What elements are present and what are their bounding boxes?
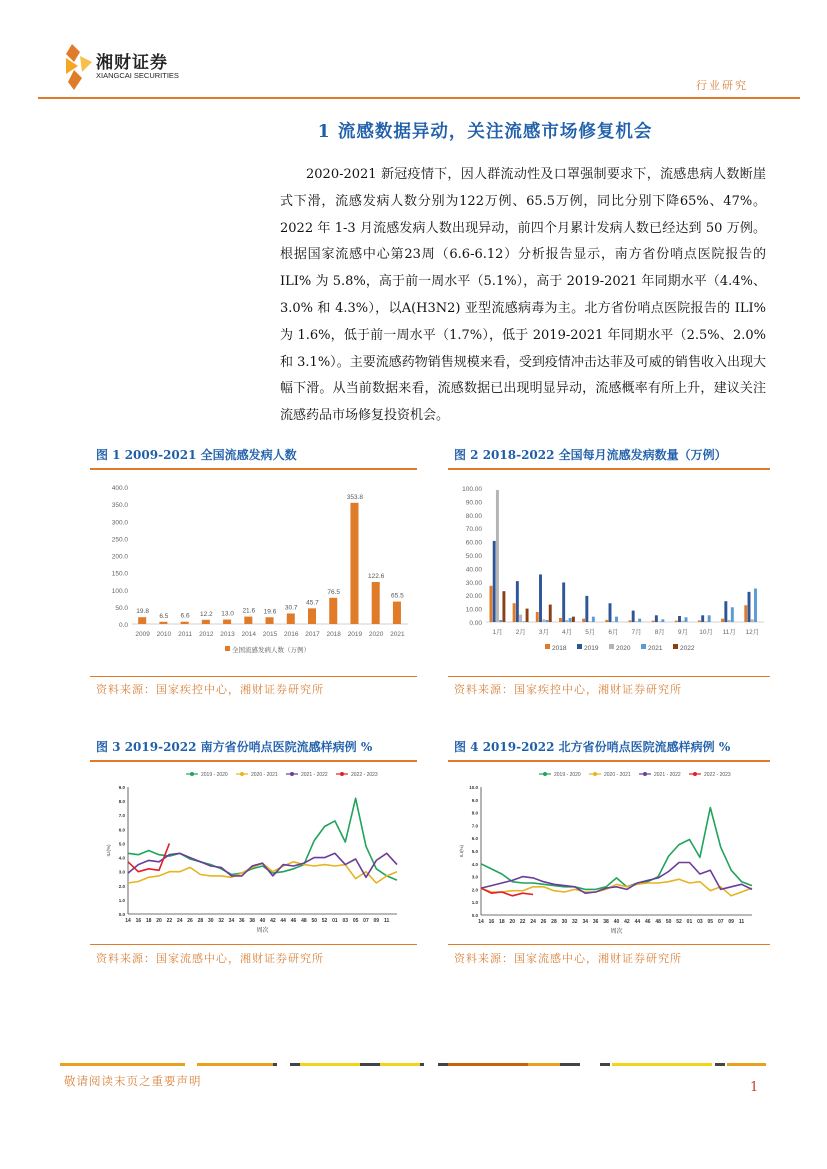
bar-2022 bbox=[502, 591, 505, 622]
bar-value-label: 65.5 bbox=[391, 592, 404, 600]
x-tick-label: 42 bbox=[624, 919, 630, 925]
bar-2021 bbox=[592, 617, 595, 622]
x-tick-label: 28 bbox=[551, 919, 557, 925]
bar-value-label: 12.2 bbox=[199, 610, 213, 618]
x-tick-label: 16 bbox=[488, 919, 495, 925]
y-tick-label: 400.0 bbox=[111, 485, 128, 492]
bar-2020 bbox=[681, 621, 684, 622]
x-tick-label: 2018 bbox=[326, 631, 341, 638]
x-tick-label: 26 bbox=[187, 918, 193, 924]
legend-label: 全国流感发病人数（万例） bbox=[232, 647, 310, 654]
bar-2020 bbox=[496, 490, 499, 622]
bar-2018 bbox=[744, 605, 747, 622]
legend-label: 2022 - 2023 bbox=[704, 772, 731, 778]
y-tick-label: 50.00 bbox=[465, 553, 482, 560]
bar-value-label: 13.0 bbox=[221, 610, 234, 618]
bar-2018 bbox=[628, 620, 631, 622]
figure-1-source: 资料来源：国家疾控中心，湘财证券研究所 bbox=[96, 683, 324, 696]
bar-value-label: 76.5 bbox=[327, 588, 341, 596]
y-tick-label: 10.00 bbox=[465, 606, 482, 614]
y-tick-label: 4.0 bbox=[118, 855, 125, 861]
legend-marker bbox=[643, 772, 647, 776]
y-tick-label: 1.0 bbox=[471, 900, 478, 906]
figure-3-source: 资料来源：国家流感中心，湘财证券研究所 bbox=[96, 952, 324, 965]
bar-2018 bbox=[582, 619, 585, 622]
legend-label: 2021 bbox=[648, 645, 663, 652]
y-tick-label: 350.0 bbox=[111, 502, 128, 510]
x-tick-label: 11 bbox=[738, 919, 745, 925]
bar-2019 bbox=[655, 615, 658, 622]
y-tick-label: 0.0 bbox=[118, 622, 128, 629]
x-tick-label: 36 bbox=[592, 919, 599, 925]
y-tick-label: 8.0 bbox=[471, 810, 478, 816]
x-tick-label: 2017 bbox=[305, 631, 320, 638]
x-tick-label: 2021 bbox=[390, 631, 405, 638]
bar-2021 bbox=[661, 619, 664, 622]
bar-2020 bbox=[565, 620, 568, 622]
x-tick-label: 10月 bbox=[699, 629, 713, 636]
y-tick-label: 20.00 bbox=[465, 593, 482, 601]
x-tick-label: 20 bbox=[509, 919, 516, 925]
line-series-2022-2023 bbox=[128, 843, 169, 871]
legend-marker bbox=[593, 772, 597, 776]
x-tick-label: 52 bbox=[321, 918, 328, 924]
x-tick-label: 48 bbox=[301, 918, 307, 924]
x-tick-label: 50 bbox=[311, 918, 318, 924]
y-tick-label: 100.0 bbox=[111, 587, 128, 595]
bar-2020 bbox=[612, 621, 615, 622]
bar-全国流感发病人数（万例） bbox=[266, 617, 274, 624]
y-tick-label: 200.0 bbox=[111, 553, 128, 561]
x-tick-label: 42 bbox=[270, 918, 276, 924]
bar-2018 bbox=[513, 603, 516, 622]
bar-value-label: 21.6 bbox=[242, 607, 256, 615]
y-axis-title: ILI(%) bbox=[459, 844, 464, 858]
bar-2021 bbox=[615, 617, 618, 622]
bar-2020 bbox=[589, 621, 592, 622]
y-tick-label: 2.0 bbox=[471, 887, 478, 893]
x-tick-label: 52 bbox=[676, 919, 682, 925]
y-tick-label: 0.0 bbox=[471, 913, 478, 918]
legend-swatch bbox=[545, 644, 550, 649]
bar-2019 bbox=[585, 596, 588, 622]
y-tick-label: 7.0 bbox=[118, 813, 125, 819]
y-tick-label: 1.0 bbox=[118, 897, 125, 903]
legend-marker bbox=[340, 772, 344, 776]
bar-2019 bbox=[516, 581, 519, 622]
x-tick-label: 3月 bbox=[538, 629, 549, 636]
y-tick-label: 7.0 bbox=[471, 823, 478, 829]
y-tick-label: 9.0 bbox=[118, 785, 125, 790]
y-tick-label: 3.0 bbox=[471, 874, 478, 880]
x-axis-title: 周次 bbox=[610, 929, 623, 935]
legend-label: 2022 - 2023 bbox=[351, 772, 378, 778]
x-tick-label: 2009 bbox=[135, 631, 150, 638]
bar-2021 bbox=[546, 620, 549, 622]
disclaimer-note: 敬请阅读末页之重要声明 bbox=[64, 1074, 202, 1088]
x-tick-label: 46 bbox=[290, 918, 297, 924]
x-tick-label: 05 bbox=[352, 918, 359, 924]
bar-2020 bbox=[751, 619, 754, 622]
logo-name-en: XIANGCAI SECURITIES bbox=[96, 71, 179, 80]
x-tick-label: 24 bbox=[176, 918, 183, 924]
x-tick-label: 01 bbox=[332, 918, 338, 924]
x-tick-label: 07 bbox=[363, 918, 369, 924]
x-tick-label: 20 bbox=[156, 918, 162, 924]
bar-value-label: 353.8 bbox=[346, 493, 364, 501]
legend-swatch bbox=[641, 644, 646, 649]
x-tick-label: 07 bbox=[717, 919, 724, 925]
x-tick-label: 18 bbox=[499, 919, 505, 925]
bar-2019 bbox=[539, 574, 542, 622]
bar-2021 bbox=[569, 618, 572, 622]
figure-1-rule bbox=[90, 468, 417, 470]
x-tick-label: 44 bbox=[634, 919, 641, 925]
bar-2019 bbox=[493, 541, 496, 622]
legend-label: 2020 - 2021 bbox=[251, 772, 278, 778]
x-tick-label: 34 bbox=[582, 919, 589, 925]
figure-1-chart bbox=[90, 472, 417, 664]
bar-全国流感发病人数（万例） bbox=[244, 617, 252, 624]
legend-label: 2020 bbox=[616, 645, 631, 652]
figure-2-source: 资料来源：国家疾控中心，湘财证券研究所 bbox=[454, 683, 682, 696]
x-tick-label: 2014 bbox=[241, 631, 257, 638]
bar-2019 bbox=[724, 601, 727, 622]
y-tick-label: 100.00 bbox=[462, 486, 482, 493]
legend-swatch bbox=[577, 644, 582, 649]
x-tick-label: 1月 bbox=[492, 629, 503, 636]
section-paragraph: 2020-2021 新冠疫情下，因人群流动性及口罩强制要求下，流感患病人数断崖式下滑，流感发病人数分别为122万例、65.5万例，同比分别下降65%、47%。2022 年 1-3 月流感发病人数出现异动，前四个月累计发病人数已经达到 50 万例。根据国家流感中心第23周（6.6-6.12）分析报告显示，南方省份哨点医院报告的 ILI% 为 5.8%，高于前一周水平（5.1%），高于 2019-2021 年同期水平（4.4%、3.0% 和 4.3%），以A(H3N2) 亚型流感病毒为主。北方省份哨点医院报告的 ILI% 为 1.6%，低于前一周水平（1.7%），低于 2019-2021 年同期水平（2.5%、2.0% 和 3.1%）。主要流感药物销售规模来看，受到疫情冲击达菲及可威的销售收入出现大幅下滑。从当前数据来看，流感数据已出现明显异动，流感概率有所上升，建议关注流感药品市场修复投资机会。 bbox=[280, 167, 766, 424]
bar-2021 bbox=[731, 607, 734, 622]
bar-value-label: 19.8 bbox=[136, 608, 149, 616]
bar-2022 bbox=[549, 605, 552, 622]
y-tick-label: 6.0 bbox=[118, 827, 125, 833]
bar-2018 bbox=[559, 618, 562, 622]
bar-2020 bbox=[728, 620, 731, 622]
y-tick-label: 70.00 bbox=[465, 526, 482, 534]
bar-2019 bbox=[701, 615, 704, 622]
x-tick-label: 28 bbox=[197, 918, 204, 924]
bar-2020 bbox=[542, 619, 545, 622]
y-tick-label: 80.00 bbox=[465, 512, 482, 520]
bar-2021 bbox=[522, 621, 525, 622]
bar-2020 bbox=[519, 615, 522, 622]
bar-2019 bbox=[748, 592, 751, 622]
header-divider bbox=[38, 97, 800, 99]
bar-2019 bbox=[562, 582, 565, 622]
x-tick-label: 50 bbox=[665, 919, 672, 925]
y-tick-label: 2.0 bbox=[118, 883, 125, 889]
x-tick-label: 32 bbox=[572, 919, 578, 925]
x-tick-label: 40 bbox=[613, 919, 620, 925]
x-tick-label: 26 bbox=[540, 919, 547, 925]
x-tick-label: 38 bbox=[603, 919, 609, 925]
x-tick-label: 44 bbox=[280, 918, 286, 924]
figure-3-source-rule bbox=[90, 944, 417, 945]
legend-label: 2019 bbox=[584, 645, 599, 652]
y-tick-label: 10.0 bbox=[469, 785, 478, 790]
figure-4-title: 图 4 2019-2022 北方省份哨点医院流感样病例 % bbox=[454, 740, 731, 754]
bar-2018 bbox=[698, 620, 701, 622]
figure-2-source-rule bbox=[448, 676, 770, 677]
y-tick-label: 4.0 bbox=[471, 861, 478, 867]
bar-2019 bbox=[632, 611, 635, 622]
x-tick-label: 22 bbox=[166, 918, 173, 924]
x-tick-label: 48 bbox=[655, 919, 661, 925]
bar-value-label: 122.6 bbox=[368, 573, 385, 581]
y-tick-label: 30.00 bbox=[465, 579, 482, 587]
x-tick-label: 2013 bbox=[220, 631, 235, 638]
y-tick-label: 300.0 bbox=[111, 519, 128, 527]
x-tick-label: 4月 bbox=[562, 629, 573, 636]
figure-4-chart bbox=[450, 763, 770, 943]
legend-label: 2021 - 2022 bbox=[654, 772, 681, 778]
x-tick-label: 11 bbox=[384, 918, 390, 924]
x-tick-label: 6月 bbox=[608, 629, 619, 636]
x-tick-label: 46 bbox=[644, 919, 651, 925]
bar-2021 bbox=[638, 619, 641, 622]
bar-2019 bbox=[609, 603, 612, 622]
bar-全国流感发病人数（万例） bbox=[202, 620, 210, 624]
legend-label: 2020 - 2021 bbox=[604, 772, 631, 778]
x-tick-label: 09 bbox=[373, 918, 380, 924]
bar-2021 bbox=[499, 620, 502, 622]
legend-marker bbox=[190, 772, 194, 776]
y-tick-label: 9.0 bbox=[471, 797, 478, 803]
legend-label: 2022 bbox=[680, 645, 695, 652]
x-tick-label: 12月 bbox=[745, 629, 760, 636]
bar-2018 bbox=[536, 612, 539, 622]
x-tick-label: 2012 bbox=[199, 631, 214, 638]
x-axis-title: 周次 bbox=[256, 928, 269, 934]
bar-2018 bbox=[652, 621, 655, 622]
bar-2018 bbox=[489, 586, 492, 622]
x-tick-label: 03 bbox=[342, 918, 349, 924]
legend-label: 2018 bbox=[552, 645, 567, 652]
y-tick-label: 5.0 bbox=[118, 841, 125, 847]
y-tick-label: 6.0 bbox=[471, 836, 478, 842]
bar-2021 bbox=[754, 589, 757, 623]
y-tick-label: 0.0 bbox=[118, 912, 125, 917]
bar-2020 bbox=[704, 621, 707, 622]
x-tick-label: 30 bbox=[561, 919, 568, 925]
bar-2020 bbox=[658, 621, 661, 622]
bar-全国流感发病人数（万例） bbox=[350, 503, 358, 624]
x-tick-label: 5月 bbox=[585, 629, 596, 636]
figure-1-source-rule bbox=[90, 676, 417, 677]
y-tick-label: 8.0 bbox=[118, 799, 125, 805]
section-title: 1 流感数据异动，关注流感市场修复机会 bbox=[317, 122, 653, 142]
x-tick-label: 40 bbox=[259, 918, 266, 924]
legend-marker bbox=[240, 772, 244, 776]
figure-4-rule bbox=[448, 760, 770, 762]
y-tick-label: 60.00 bbox=[465, 539, 482, 547]
legend-swatch bbox=[673, 644, 678, 649]
y-tick-label: 50.0 bbox=[115, 604, 128, 612]
page-number: 1 bbox=[750, 1080, 759, 1095]
legend-swatch bbox=[225, 646, 230, 651]
y-tick-label: 250.0 bbox=[111, 536, 128, 544]
x-tick-label: 38 bbox=[249, 918, 255, 924]
bar-2022 bbox=[526, 609, 529, 622]
y-tick-label: 3.0 bbox=[118, 869, 125, 875]
y-tick-label: 90.00 bbox=[465, 499, 482, 507]
bar-value-label: 6.6 bbox=[180, 612, 190, 620]
bar-2021 bbox=[685, 617, 688, 622]
x-tick-label: 7月 bbox=[631, 629, 642, 636]
figure-3-rule bbox=[90, 760, 417, 762]
x-tick-label: 32 bbox=[218, 918, 224, 924]
x-tick-label: 03 bbox=[697, 919, 703, 925]
legend-label: 2019 - 2020 bbox=[201, 772, 228, 778]
x-tick-label: 05 bbox=[707, 919, 714, 925]
legend-marker bbox=[693, 772, 697, 776]
figure-2-chart bbox=[448, 472, 770, 664]
report-category: 行业研究 bbox=[696, 79, 748, 92]
bar-value-label: 30.7 bbox=[284, 604, 298, 612]
y-tick-label: 0.00 bbox=[469, 620, 482, 627]
bar-全国流感发病人数（万例） bbox=[223, 620, 231, 624]
bar-value-label: 45.7 bbox=[306, 599, 319, 607]
x-tick-label: 34 bbox=[228, 918, 235, 924]
x-tick-label: 9月 bbox=[677, 629, 688, 636]
x-tick-label: 36 bbox=[239, 918, 245, 924]
bar-2019 bbox=[678, 616, 681, 622]
bar-全国流感发病人数（万例） bbox=[329, 598, 337, 624]
bar-全国流感发病人数（万例） bbox=[181, 622, 189, 624]
figure-2-title: 图 2 2018-2022 全国每月流感发病数量（万例） bbox=[454, 448, 727, 462]
x-tick-label: 2020 bbox=[368, 631, 384, 638]
y-tick-label: 40.00 bbox=[465, 566, 482, 574]
legend-label: 2019 - 2020 bbox=[554, 772, 581, 778]
bar-全国流感发病人数（万例） bbox=[159, 622, 167, 624]
x-tick-label: 2019 bbox=[347, 631, 363, 638]
figure-4-source: 资料来源：国家流感中心，湘财证券研究所 bbox=[454, 952, 682, 965]
bar-value-label: 19.6 bbox=[263, 608, 277, 616]
footer-decorative-bar bbox=[60, 1063, 766, 1066]
logo-mark-icon bbox=[64, 44, 94, 90]
y-tick-label: 5.0 bbox=[471, 849, 478, 854]
bar-全国流感发病人数（万例） bbox=[393, 602, 401, 624]
figure-3-chart bbox=[95, 763, 415, 943]
figure-3-title: 图 3 2019-2022 南方省份哨点医院流感样病例 % bbox=[96, 740, 373, 754]
legend-label: 2021 - 2022 bbox=[301, 772, 328, 778]
legend-marker bbox=[290, 772, 294, 776]
line-series-2020-2021 bbox=[128, 862, 397, 883]
x-tick-label: 22 bbox=[519, 919, 526, 925]
x-tick-label: 2015 bbox=[262, 631, 278, 638]
logo-name-cn: 湘财证券 bbox=[96, 53, 168, 73]
bar-2018 bbox=[721, 619, 724, 622]
bar-2020 bbox=[635, 621, 638, 622]
x-tick-label: 30 bbox=[207, 918, 214, 924]
figure-2-rule bbox=[448, 468, 770, 470]
bar-2022 bbox=[572, 617, 575, 622]
x-tick-label: 09 bbox=[728, 919, 734, 925]
bar-全国流感发病人数（万例） bbox=[138, 617, 146, 624]
x-tick-label: 14 bbox=[478, 919, 484, 925]
line-series-2019-2020 bbox=[128, 798, 397, 880]
x-tick-label: 14 bbox=[125, 918, 131, 924]
x-tick-label: 2月 bbox=[515, 629, 526, 636]
figure-1-title: 图 1 2009-2021 全国流感发病人数 bbox=[96, 448, 297, 462]
x-tick-label: 2011 bbox=[178, 631, 193, 638]
x-tick-label: 2010 bbox=[156, 631, 172, 638]
x-tick-label: 01 bbox=[686, 919, 693, 925]
legend-swatch bbox=[609, 644, 614, 649]
x-tick-label: 24 bbox=[530, 919, 536, 925]
bar-value-label: 6.5 bbox=[159, 612, 169, 620]
figure-4-source-rule bbox=[448, 944, 770, 945]
bar-全国流感发病人数（万例） bbox=[372, 582, 380, 624]
y-tick-label: 150.0 bbox=[111, 570, 128, 578]
x-tick-label: 2016 bbox=[283, 631, 299, 638]
bar-全国流感发病人数（万例） bbox=[287, 613, 295, 624]
bar-全国流感发病人数（万例） bbox=[308, 608, 316, 624]
y-axis-title: ILI(%) bbox=[106, 844, 111, 857]
x-tick-label: 8月 bbox=[654, 629, 665, 636]
x-tick-label: 16 bbox=[135, 918, 142, 924]
bar-2021 bbox=[708, 615, 711, 622]
x-tick-label: 11月 bbox=[722, 629, 736, 636]
x-tick-label: 18 bbox=[145, 918, 152, 924]
bar-2018 bbox=[605, 620, 608, 622]
legend-marker bbox=[543, 772, 547, 776]
bar-2018 bbox=[675, 621, 678, 622]
